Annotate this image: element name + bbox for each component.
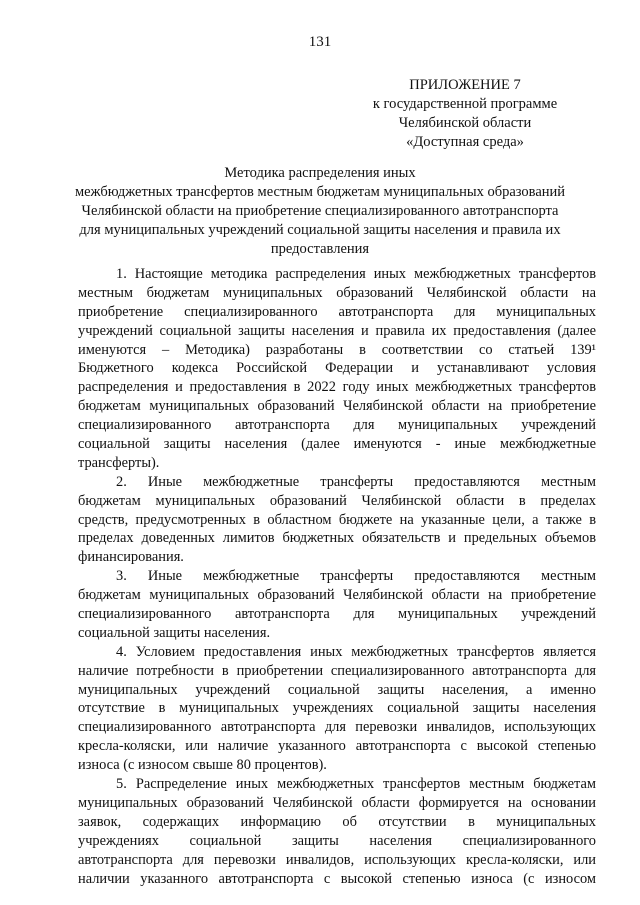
paragraph-line: местным бюджетам муниципальных образований Челябинской области на (78, 284, 596, 301)
paragraph (78, 643, 596, 775)
paragraph-line: 2. Иные межбюджетные трансферты предоставляются местным (116, 473, 596, 490)
paragraph-line: средств, предусмотренных в областном бюджете на указанные цели, а также в (78, 511, 596, 528)
paragraph-line: трансферты). (78, 454, 160, 471)
paragraph-line: износа (с износом свыше 80 процентов). (78, 757, 327, 774)
paragraph-line: учреждениях социальной защиты населения специализированного (78, 832, 596, 849)
paragraph (78, 473, 596, 567)
paragraph-line: пределах доведенных лимитов бюджетных обязательств и предельных объемов (78, 530, 596, 547)
paragraph-line: 4. Условием предоставления иных межбюджетных трансфертов является (116, 643, 596, 660)
title-line: межбюджетных трансфертов местным бюджетам муниципальных образований (74, 184, 566, 200)
title-line: предоставления (270, 241, 370, 257)
document-body (78, 265, 596, 888)
paragraph-line: специализированного автотранспорта для муниципальных учреждений (78, 417, 596, 434)
title-line: Челябинской области на приобретение специализированного автотранспорта (81, 203, 559, 219)
appendix-line: к государственной программе (372, 96, 558, 112)
paragraph-line: бюджетам муниципальных образований Челябинской области на приобретение (78, 587, 596, 604)
paragraph-line: социальной защиты населения (далее именуются - иные межбюджетные (78, 436, 596, 453)
paragraph-line: финансирования. (78, 549, 184, 566)
paragraph (78, 775, 596, 888)
appendix-line: Челябинской области (398, 115, 532, 131)
paragraph-line: 1. Настоящие методика распределения иных межбюджетных трансфертов (116, 266, 596, 282)
document-title (60, 164, 580, 259)
paragraph-line: специализированного автотранспорта для перевозки инвалидов, использующих (78, 719, 596, 736)
appendix-line: «Доступная среда» (406, 134, 524, 150)
paragraph-line: кресла-коляски, или наличие указанного автотранспорта с высокой степенью (78, 738, 596, 755)
paragraph-line: учреждений социальной защиты населения и правила их предоставления (далее (78, 322, 596, 339)
paragraph-line: наличии указанного автотранспорта с высокой степенью износа (с износом (78, 870, 596, 887)
title-line: Методика распределения иных (224, 165, 416, 181)
paragraph-line: распределения и предоставления в 2022 году иных межбюджетных трансфертов (78, 379, 596, 396)
paragraph-line: именуются – Методика) разработаны в соответствии со статьей 139¹ (78, 341, 596, 358)
paragraph (78, 567, 596, 643)
paragraph-line: социальной защиты населения. (78, 624, 271, 641)
paragraph-line: 5. Распределение иных межбюджетных трансфертов местным бюджетам (116, 776, 596, 793)
paragraph-line: наличие потребности в приобретении специализированного автотранспорта для (78, 662, 596, 679)
appendix-title: ПРИЛОЖЕНИЕ 7 (409, 77, 521, 93)
paragraph-line: 3. Иные межбюджетные трансферты предоставляются местным (116, 568, 596, 585)
paragraph-line: муниципальных образований Челябинской области формируется на основании (78, 794, 596, 811)
page-number: 131 (308, 34, 332, 50)
paragraph-line: специализированного автотранспорта для муниципальных учреждений (78, 606, 596, 623)
paragraph-line: бюджетам муниципальных образований Челябинской области в пределах (78, 492, 596, 509)
paragraph-line: заявок, содержащих информацию об отсутствии в муниципальных (78, 813, 596, 830)
paragraph-line: отсутствие в муниципальных учреждениях социальной защиты населения (78, 700, 596, 717)
title-line: для муниципальных учреждений социальной защиты населения и правила их (79, 222, 561, 238)
appendix-header (340, 76, 590, 152)
paragraph (78, 265, 596, 473)
paragraph-line: приобретение специализированного автотранспорта для муниципальных (78, 303, 596, 320)
paragraph-line: автотранспорта для перевозки инвалидов, использующих кресла-коляски, или (78, 851, 596, 868)
paragraph-line: муниципальных учреждений социальной защиты населения, а именно (78, 681, 596, 698)
paragraph-line: бюджетам муниципальных образований Челябинской области на приобретение (78, 398, 596, 415)
paragraph-line: Бюджетного кодекса Российской Федерации и устанавливают условия (78, 360, 596, 377)
